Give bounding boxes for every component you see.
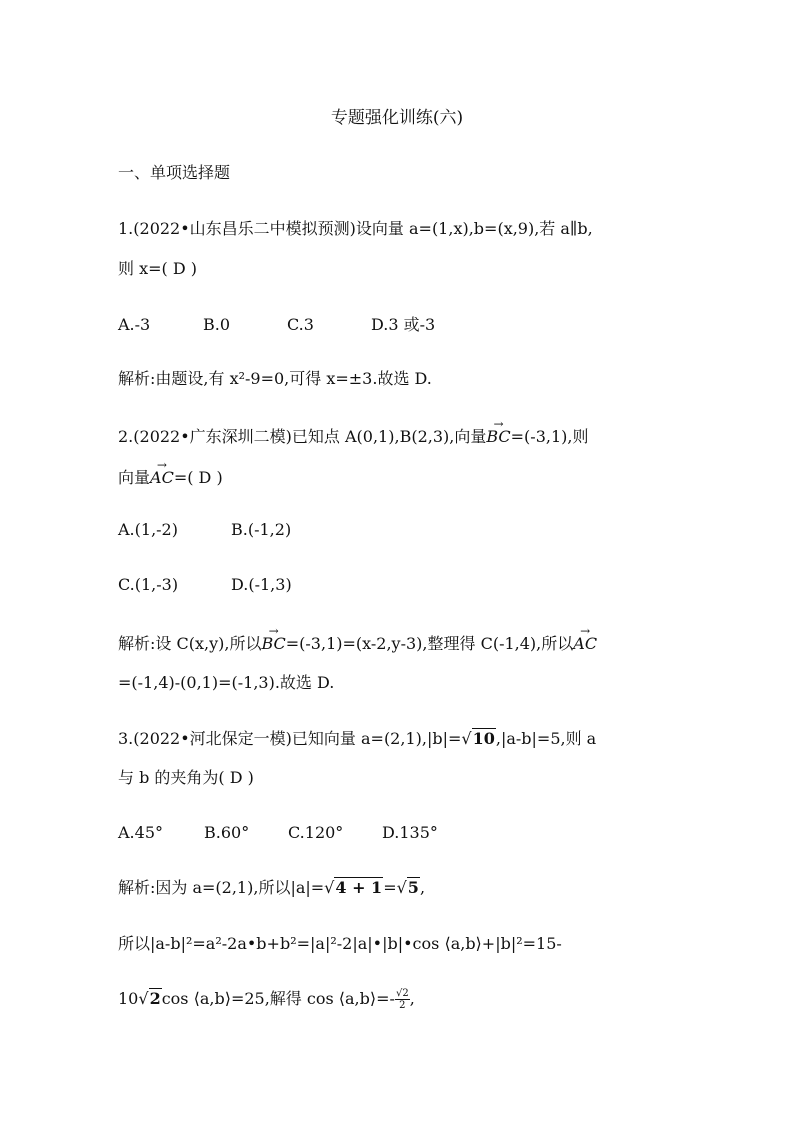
q2-stem-line2-text-b: =( D ): [173, 468, 223, 487]
radicand: 4 + 1: [335, 878, 383, 897]
q3-analysis3-text-b: cos ⟨a,b⟩=25,解得 cos ⟨a,b⟩=-: [161, 989, 395, 1008]
q1-stem-line2: 则 x=( D ): [118, 259, 198, 278]
vector-bc: → BC: [486, 427, 510, 447]
vector-ac: → AC: [150, 468, 174, 488]
q2-options-row2: [118, 575, 292, 595]
q3-stem-line1: [118, 729, 596, 749]
q2-options-row1: [118, 520, 291, 540]
page-title: 专题强化训练(六): [330, 108, 464, 128]
q1-option-b: B.0: [203, 315, 231, 334]
sqrt-symbol: √2: [138, 989, 161, 1008]
sqrt-symbol: √4 + 1: [324, 878, 383, 897]
radicand: 5: [407, 878, 419, 897]
q3-analysis3-text-a: 10: [118, 989, 139, 1008]
q3-analysis-comma: ,: [419, 878, 426, 897]
q2-stem-line1-text-a: 2.(2022•广东深圳二模)已知点 A(0,1),B(2,3),向量: [118, 427, 487, 446]
fraction: [395, 988, 410, 1011]
q3-option-a: A.45°: [118, 823, 163, 842]
q3-stem-text-a: 3.(2022•河北保定一模)已知向量 a=(2,1),|b|=: [118, 729, 462, 748]
q3-analysis-line3: [118, 988, 415, 1011]
q2-option-c: C.(1,-3): [118, 575, 179, 594]
radicand: 2: [149, 989, 161, 1008]
q2-stem-line1-text-b: =(-3,1),则: [510, 427, 589, 446]
q3-analysis3-end: ,: [409, 989, 415, 1008]
section-heading: 一、单项选择题: [118, 163, 231, 182]
fraction-numerator: √2: [395, 988, 409, 999]
vector-bc: → BC: [261, 634, 285, 654]
vector-ac: → AC: [573, 634, 597, 654]
q2-stem-line1: [118, 427, 588, 447]
q3-analysis-line2: 所以|a-b|²=a²-2a•b+b²=|a|²-2|a|•|b|•cos ⟨a,b⟩+|b|²=15-: [118, 934, 562, 953]
q1-option-d: D.3 或-3: [371, 315, 436, 334]
radicand: 10: [472, 729, 495, 748]
q3-option-b: B.60°: [204, 823, 250, 842]
q1-options: [118, 315, 435, 335]
q2-analysis-line1: [118, 634, 597, 654]
q3-stem-line2: 与 b 的夹角为( D ): [118, 768, 254, 787]
sqrt-symbol: √10: [461, 729, 495, 748]
q3-option-c: C.120°: [288, 823, 344, 842]
q3-analysis-text-a: 解析:因为 a=(2,1),所以|a|=: [118, 878, 325, 897]
q3-option-d: D.135°: [382, 823, 438, 842]
q2-analysis-text-a: 解析:设 C(x,y),所以: [118, 634, 262, 653]
q1-option-a: A.-3: [118, 315, 151, 334]
q3-analysis-line1: [118, 878, 425, 898]
q2-analysis-line2: =(-1,4)-(0,1)=(-1,3).故选 D.: [118, 673, 335, 692]
sqrt-symbol: √5: [396, 878, 419, 897]
q2-analysis-text-b: =(-3,1)=(x-2,y-3),整理得 C(-1,4),所以: [285, 634, 574, 653]
q1-stem-line1: 1.(2022•山东昌乐二中模拟预测)设向量 a=(1,x),b=(x,9),若 a∥b,: [118, 219, 593, 238]
q1-analysis: 解析:由题设,有 x²-9=0,可得 x=±3.故选 D.: [118, 369, 432, 388]
q2-option-a: A.(1,-2): [118, 520, 178, 539]
q2-stem-line2: [118, 468, 223, 488]
q1-option-c: C.3: [287, 315, 314, 334]
q2-stem-line2-text-a: 向量: [118, 468, 151, 487]
q2-option-d: D.(-1,3): [231, 575, 292, 594]
fraction-denominator: 2: [399, 1000, 406, 1011]
q2-option-b: B.(-1,2): [231, 520, 292, 539]
q3-stem-text-b: ,|a-b|=5,则 a: [495, 729, 597, 748]
q3-options: [118, 823, 438, 843]
q3-analysis-eq: =: [383, 878, 397, 897]
